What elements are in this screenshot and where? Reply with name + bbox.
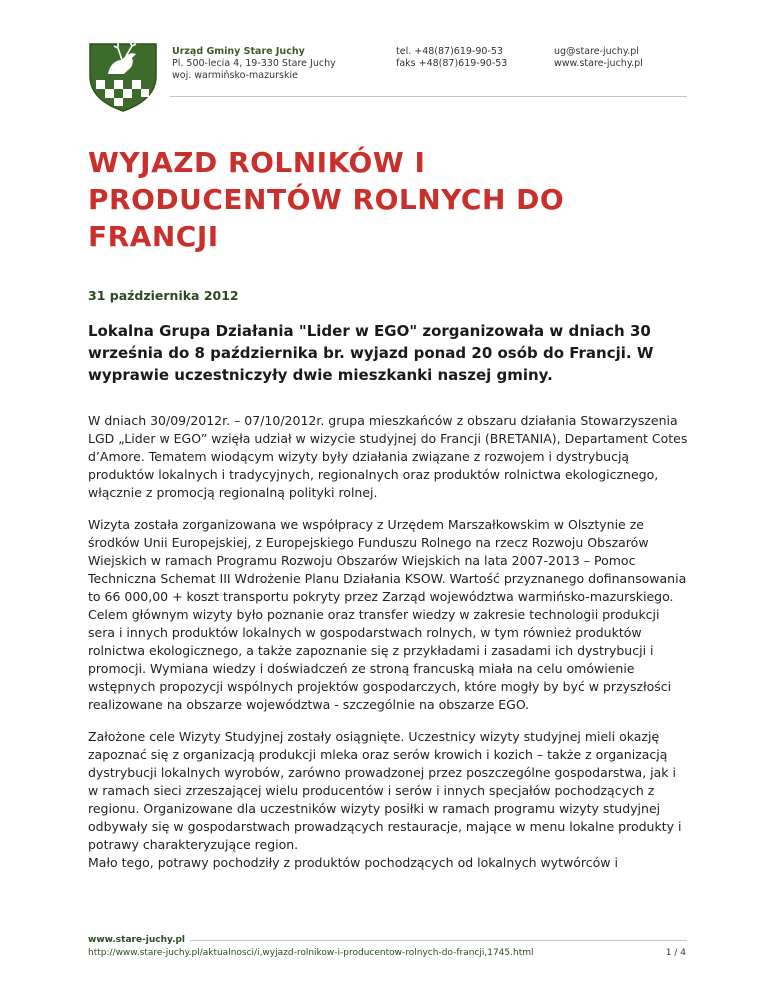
address-line-2: woj. warmińsko-mazurskie [172,70,298,81]
website-link[interactable]: www.stare-juchy.pl [554,58,643,69]
footer-site-link[interactable]: www.stare-juchy.pl [88,935,186,945]
page-number: 1 / 4 [665,948,686,958]
address-block [172,46,336,82]
footer-divider [190,940,687,941]
org-name: Urząd Gminy Stare Juchy [172,46,305,57]
phone-number: tel. +48(87)619-90-53 [396,46,503,57]
article-body [88,412,688,886]
contact-block [554,46,643,70]
fax-number: faks +48(87)619-90-53 [396,58,508,69]
footer-page-url[interactable]: http://www.stare-juchy.pl/aktualnosci/i,wyjazd-rolnikow-i-producentow-rolnych-do-francji,1745.html [88,948,534,958]
paragraph: W dniach 30/09/2012r. – 07/10/2012r. grupa mieszkańców z obszaru działania Stowarzyszenia LGD „Lider w EGO” wzięła udział w wizycie studyjnej do Francji (BRETANIA), Departament Cotes d’Amore. Tematem wiodącym wizyty były działania związane z rozwojem i dystrybucją produktów lokalnych i tradycyjnych, regionalnych oraz produktów rolnictwa ekologicznego, włącznie z promocją regionalną polityki rolnej. [88,413,688,500]
header-divider [170,96,687,97]
paragraph: Założone cele Wizyty Studyjnej zostały osiągnięte. Uczestnicy wizyty studyjnej mieli okazję zapoznać się z organizacją produkcji mleka oraz serów krowich i kozich – także z organizacją dystrybucji lokalnych wyrobów, zarówno prowadzonej przez poszczególne gospodarstwa, jak i w ramach sieci zrzeszającej wielu producentów i serów i innych specjałów pochodzących z regionu. Organizowane dla uczestników wizyty posiłki w ramach programu wizyty studyjnej odbywały się w gospodarstwach prowadzących restauracje, mające w menu lokalne produkty i potrawy charakteryzujące region. Mało tego, potrawy pochodziły z produktów pochodzących od lokalnych wytwórców i [88,729,682,870]
phone-block [396,46,507,70]
article-date: 31 października 2012 [88,288,239,303]
coat-of-arms-icon [88,40,158,112]
paragraph: Wizyta została zorganizowana we współpracy z Urzędem Marszałkowskim w Olsztynie ze środków Unii Europejskiej, z Europejskiego Funduszu Rolnego na rzecz Rozwoju Obszarów Wiejskich w ramach Programu Rozwoju Obszarów Wiejskich na lata 2007-2013 – Pomoc Techniczna Schemat III Wdrożenie Planu Działania KSOW. Wartość przyznanego dofinansowania to 66 000,00 + koszt transportu pokryty przez Zarząd województwa warmińsko-mazurskiego. Celem głównym wizyty było poznanie oraz transfer wiedzy w zakresie technologii produkcji sera i innych produktów lokalnych w gospodarstwach rolnych, w tym również produktów rolnictwa ekologicznego, a także zapoznanie się z przykładami i zasadami ich dystrybucji i promocji. Wymiana wiedzy i doświadczeń ze stroną francuską miała na celu omówienie wstępnych propozycji wspólnych projektów gospodarczych, które mogły by być w przyszłości realizowane na obszarze województwa - szczególnie na obszarze EGO. [88,517,687,712]
email-link[interactable]: ug@stare-juchy.pl [554,46,639,57]
letterhead [88,40,688,98]
address-line-1: Pl. 500-lecia 4, 19-330 Stare Juchy [172,58,336,69]
article-title: WYJAZD ROLNIKÓW I PRODUCENTÓW ROLNYCH DO FRANCJI [88,146,565,253]
article-lead: Lokalna Grupa Działania "Lider w EGO" zorganizowała w dniach 30 września do 8 października br. wyjazd ponad 20 osób do Francji. W wyprawie uczestniczyły dwie mieszkanki naszej gminy. [88,322,654,384]
